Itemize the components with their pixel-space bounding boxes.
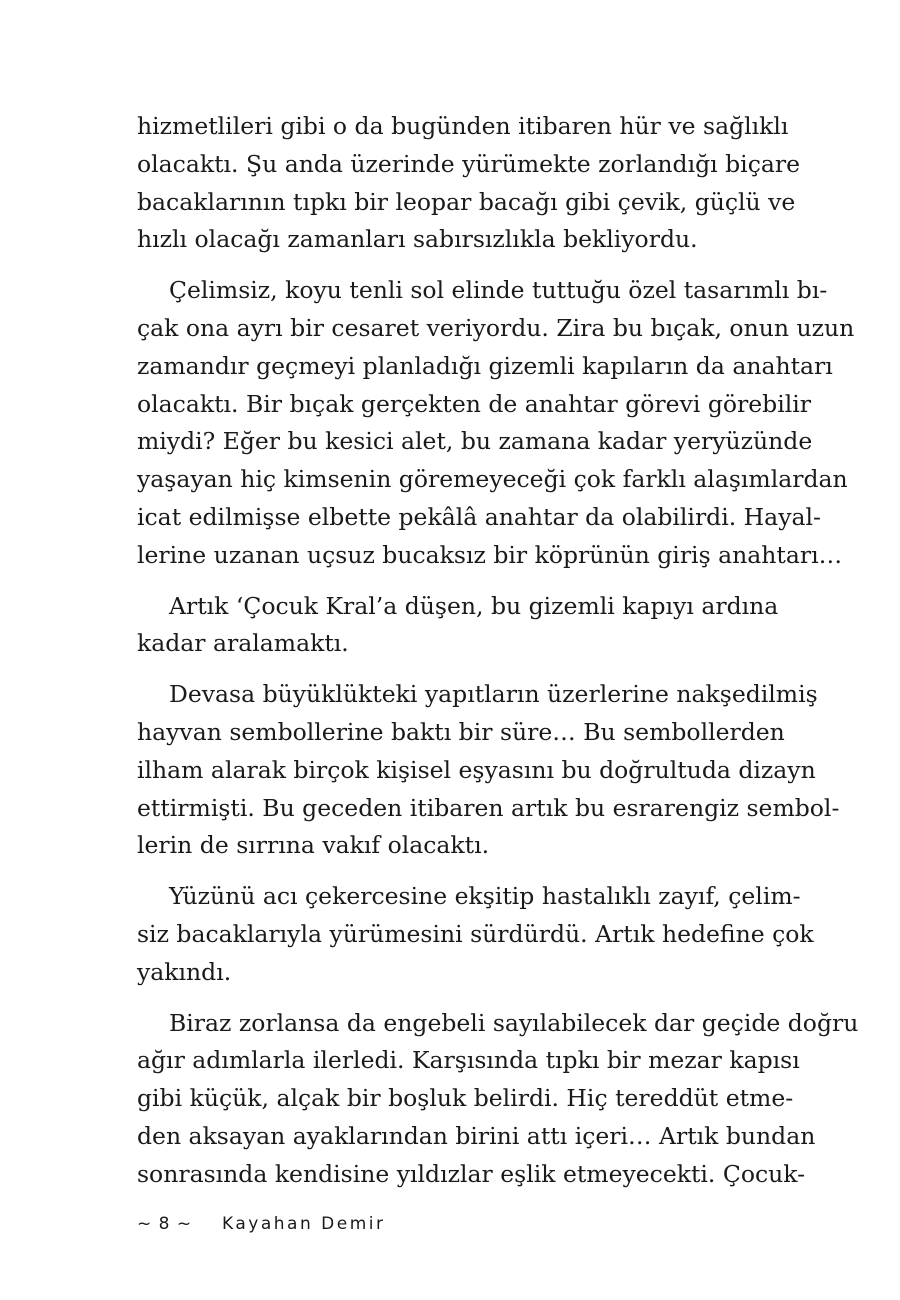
text-line: hizmetlileri gibi o da bugünden itibaren hür ve sağlıklı (137, 112, 789, 140)
paragraph (137, 676, 840, 865)
paragraph (137, 1005, 859, 1194)
text-line: ettirmişti. Bu geceden itibaren artık bu esrarengiz sembol- (137, 793, 840, 822)
paragraph (137, 878, 814, 991)
text-line: zamandır geçmeyi planladığı gizemli kapıların da anahtarı (137, 351, 833, 380)
text-line: hayvan sembollerine baktı bir süre… Bu sembollerden (137, 717, 785, 746)
text-line: olacaktı. Şu anda üzerinde yürümekte zorlandığı biçare (137, 149, 801, 178)
text-line: olacaktı. Bir bıçak gerçekten de anahtar görevi görebilir (137, 389, 811, 418)
text-line: yaşayan hiç kimsenin göremeyeceği çok farklı alaşımlardan (137, 465, 848, 494)
text-line: gibi küçük, alçak bir boşluk belirdi. Hiç tereddüt etme- (137, 1084, 794, 1113)
text-line: Biraz zorlansa da engebeli sayılabilecek dar geçide doğru (169, 1008, 859, 1037)
text-line: hızlı olacağı zamanları sabırsızlıkla bekliyordu. (137, 225, 698, 254)
text-line: lerine uzanan uçsuz bucaksız bir köprünün giriş anahtarı… (137, 540, 843, 569)
text-line: bacaklarının tıpkı bir leopar bacağı gibi çevik, güçlü ve (137, 187, 796, 216)
text-line: Artık ‘Çocuk Kral’a düşen, bu gizemli kapıyı ardına (169, 591, 779, 620)
text-line: Çelimsiz, koyu tenli sol elinde tuttuğu özel tasarımlı bı- (169, 276, 828, 305)
text-line: siz bacaklarıyla yürümesini sürdürdü. Artık hedefine çok (137, 919, 814, 948)
text-line: çak ona ayrı bir cesaret veriyordu. Zira bu bıçak, onun uzun (137, 313, 855, 342)
page-number: ~ 8 ~ (137, 1214, 193, 1234)
text-line: miydi? Eğer bu kesici alet, bu zamana kadar yeryüzünde (137, 427, 813, 456)
text-line: kadar aralamaktı. (137, 629, 349, 658)
text-line: den aksayan ayaklarından birini attı içeri… Artık bundan (137, 1121, 816, 1150)
text-line: ağır adımlarla ilerledi. Karşısında tıpkı bir mezar kapısı (137, 1046, 800, 1075)
text-line: Devasa büyüklükteki yapıtların üzerlerine nakşedilmiş (169, 680, 818, 709)
text-line: sonrasında kendisine yıldızlar eşlik etmeyecekti. Çocuk- (137, 1159, 806, 1188)
text-line: icat edilmişse elbette pekâlâ anahtar da olabilirdi. Hayal- (137, 502, 821, 531)
text-line: lerin de sırrına vakıf olacaktı. (137, 831, 490, 860)
page-footer (137, 1214, 385, 1234)
text-line: Yüzünü acı çekercesine ekşitip hastalıklı zayıf, çelim- (169, 882, 801, 911)
text-line: yakındı. (137, 957, 232, 986)
text-line: ilham alarak birçok kişisel eşyasını bu doğrultuda dizayn (137, 755, 816, 784)
paragraph (137, 108, 801, 259)
paragraph (137, 588, 779, 664)
author-name: Kayahan Demir (222, 1214, 386, 1234)
page-body (137, 108, 859, 1207)
paragraph (137, 272, 855, 574)
